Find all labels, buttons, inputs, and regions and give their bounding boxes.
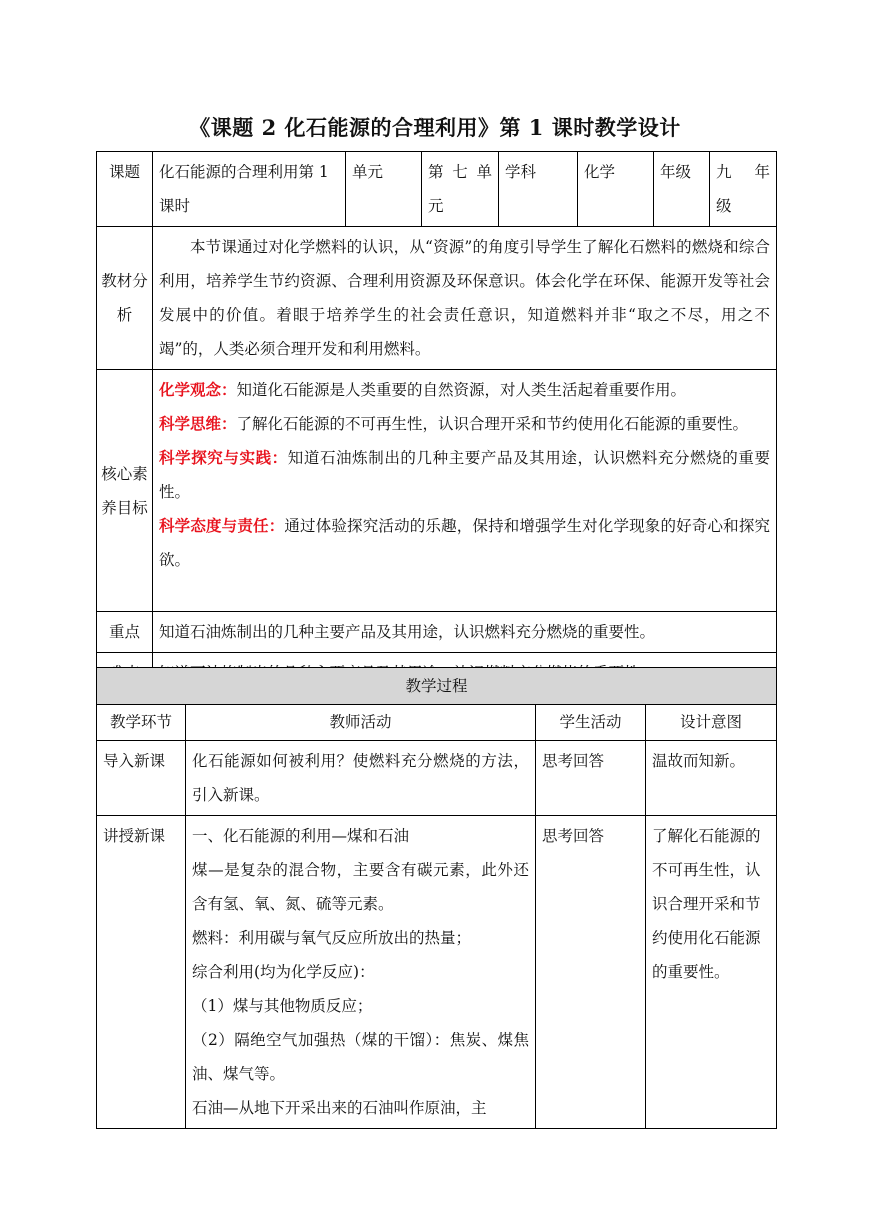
- goal-head: 科学思维：: [159, 414, 237, 433]
- goal-head: 科学探究与实践：: [159, 448, 288, 467]
- teacher-line: （1）煤与其他物质反应；: [192, 997, 373, 1015]
- process-header: 教学过程: [97, 668, 777, 705]
- goal-item: [159, 407, 770, 441]
- document-title: 《课题 2 化石能源的合理利用》第 1 课时教学设计: [189, 115, 681, 140]
- teacher-line: 综合利用(均为化学反应)：: [192, 963, 375, 981]
- subject-value: 化学: [578, 152, 654, 227]
- goal-text: 通过体验探究活动的乐趣，保持和增强学生对化学现象的好奇心和探究欲。: [159, 517, 770, 569]
- design-intent: 了解化石能源的不可再生性，认识合理开采和节约使用化石能源的重要性。: [646, 816, 777, 1129]
- teacher-line: （2）隔绝空气加强热（煤的干馏）：焦炭、煤焦油、煤气等。: [192, 1031, 529, 1083]
- goals-label: 核心素养目标: [97, 370, 153, 612]
- design-intent: 温故而知新。: [646, 741, 777, 816]
- teacher-line: 燃料：利用碳与氧气反应所放出的热量；: [192, 929, 472, 947]
- teaching-process-table: [96, 667, 777, 1129]
- column-header: 教学环节: [97, 705, 186, 741]
- teacher-activity: 化石能源如何被利用？使燃料充分燃烧的方法，引入新课。: [186, 741, 536, 816]
- goal-head: 科学态度与责任：: [159, 516, 285, 535]
- goal-item: [159, 509, 770, 577]
- column-header: 教师活动: [186, 705, 536, 741]
- grade-label: 年级: [654, 152, 710, 227]
- analysis-text: 本节课通过对化学燃料的认识，从“资源”的角度引导学生了解化石燃料的燃烧和综合利用，培养学生节约资源、合理利用资源及环保意识。体会化学在环保、能源开发等社会发展中的价值。着眼于培养学生的社会责任意识，知道燃料并非“取之不尽，用之不竭”的，人类必须合理开发和利用燃料。: [153, 227, 777, 370]
- teacher-activity: [186, 816, 536, 1129]
- column-header: 设计意图: [646, 705, 777, 741]
- stage-cell: 导入新课: [97, 741, 186, 816]
- student-activity: 思考回答: [536, 816, 646, 1129]
- goal-item: [159, 441, 770, 509]
- unit-label: 单元: [346, 152, 422, 227]
- subject-label: 学科: [499, 152, 578, 227]
- goal-text: 知道化石能源是人类重要的自然资源，对人类生活起着重要作用。: [236, 381, 687, 399]
- goal-text: 了解化石能源的不可再生性，认识合理开采和节约使用化石能源的重要性。: [236, 415, 749, 433]
- key-point-label: 重点: [97, 612, 153, 653]
- goal-item: [159, 373, 770, 407]
- key-point-text: 知道石油炼制出的几种主要产品及其用途，认识燃料充分燃烧的重要性。: [153, 612, 777, 653]
- column-header: 学生活动: [536, 705, 646, 741]
- topic-value: 化石能源的合理利用第 1 课时: [153, 152, 346, 227]
- analysis-label: 教材分析: [97, 227, 153, 370]
- teacher-line: 石油—从地下开采出来的石油叫作原油，主: [192, 1099, 487, 1117]
- goal-head: 化学观念：: [159, 380, 237, 399]
- unit-value: 第 七 单 元: [422, 152, 499, 227]
- lesson-info-table: [96, 151, 777, 694]
- topic-label: 课题: [97, 152, 153, 227]
- student-activity: 思考回答: [536, 741, 646, 816]
- grade-value: 九 年 级: [710, 152, 777, 227]
- teacher-line: 煤—是复杂的混合物，主要含有碳元素，此外还含有氢、氧、氮、硫等元素。: [192, 861, 529, 913]
- teacher-line: 一、化石能源的利用—煤和石油: [192, 827, 410, 845]
- goal-text: 知道石油炼制出的几种主要产品及其用途，认识燃料充分燃烧的重要性。: [159, 449, 770, 501]
- stage-cell: 讲授新课: [97, 816, 186, 1129]
- goals-cell: [153, 370, 777, 612]
